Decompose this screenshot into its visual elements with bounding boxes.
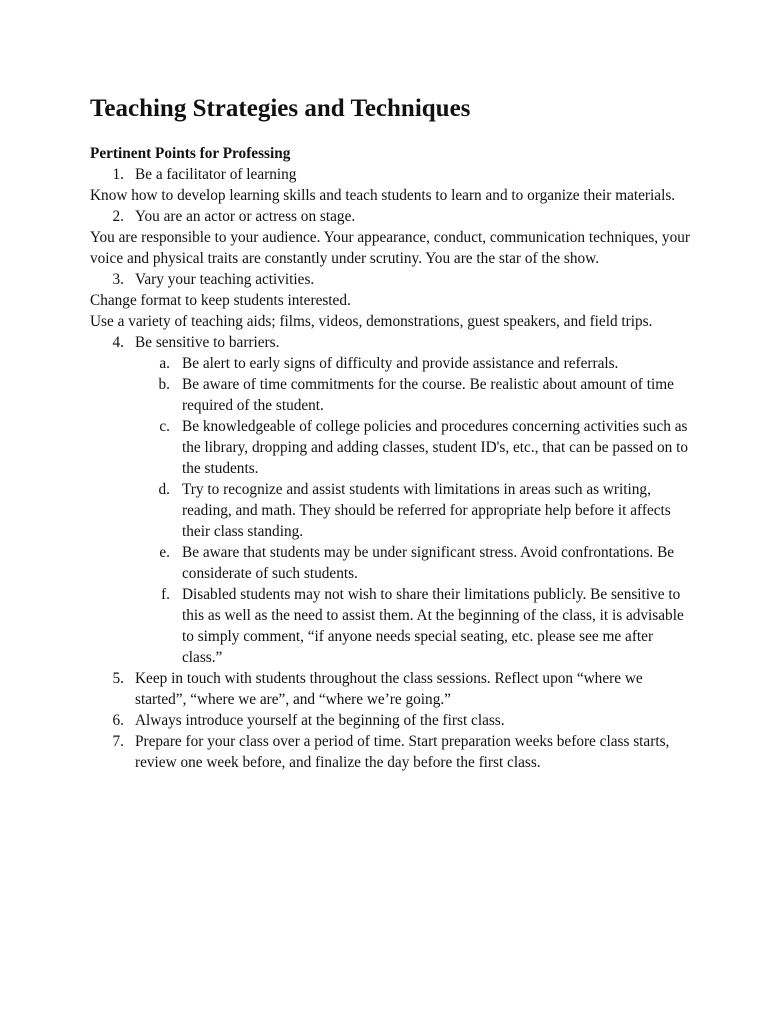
- sub-item-letter: b.: [158, 376, 170, 393]
- list-item-2: [90, 206, 690, 227]
- sub-item-letter: d.: [158, 481, 170, 498]
- paragraph: You are responsible to your audience. Your appearance, conduct, communication techniques, your voice and physical traits are constantly under scrutiny. You are the star of the show.: [90, 229, 690, 267]
- page-title: Teaching Strategies and Techniques: [90, 95, 471, 122]
- section-heading: Pertinent Points for Professing: [90, 145, 291, 162]
- list-item-label: Be sensitive to barriers.: [135, 334, 280, 351]
- list-number: 4.: [112, 334, 124, 351]
- sub-item-d: [90, 479, 690, 542]
- paragraph: Change format to keep students interested.: [90, 292, 351, 309]
- list-number: 7.: [112, 733, 124, 750]
- sub-item-text: Disabled students may not wish to share their limitations publicly. Be sensitive to this as well as the need to assist them. At the beginning of the class, it is advisable to simply comment, “if anyone needs special seating, etc. please see me after class.”: [182, 586, 684, 666]
- paragraph: Know how to develop learning skills and teach students to learn and to organize their materials.: [90, 187, 676, 204]
- list-item-label: Vary your teaching activities.: [135, 271, 315, 288]
- list-item-1: [90, 164, 690, 185]
- list-item-6: [90, 710, 690, 731]
- sub-item-f: [90, 584, 690, 668]
- list-item-label: Always introduce yourself at the beginning of the first class.: [135, 712, 505, 729]
- list-item-4: [90, 332, 690, 353]
- sub-item-text: Be aware of time commitments for the course. Be realistic about amount of time required of the student.: [182, 376, 674, 414]
- paragraph: Use a variety of teaching aids; films, videos, demonstrations, guest speakers, and field trips.: [90, 313, 653, 330]
- document-page: [90, 92, 690, 773]
- list-item-label: Keep in touch with students throughout the class sessions. Reflect upon “where we started”, “where we are”, and “where we’re going.”: [135, 670, 643, 708]
- sub-item-c: [90, 416, 690, 479]
- sub-item-text: Try to recognize and assist students with limitations in areas such as writing, reading, and math. They should be referred for appropriate help before it affects their class standing.: [182, 481, 671, 540]
- list-item-5: [90, 668, 690, 710]
- list-item-label: Prepare for your class over a period of time. Start preparation weeks before class starts, review one week before, and finalize the day before the first class.: [135, 733, 670, 771]
- list-number: 6.: [112, 712, 124, 729]
- sub-item-text: Be knowledgeable of college policies and procedures concerning activities such as the library, dropping and adding classes, student ID's, etc., that can be passed on to the students.: [182, 418, 689, 477]
- list-item-label: You are an actor or actress on stage.: [135, 208, 356, 225]
- sub-item-letter: a.: [159, 355, 170, 372]
- list-number: 2.: [112, 208, 124, 225]
- list-item-3: [90, 269, 690, 290]
- sub-item-e: [90, 542, 690, 584]
- sub-item-letter: f.: [161, 586, 170, 603]
- list-number: 1.: [112, 166, 124, 183]
- sub-item-text: Be alert to early signs of difficulty and provide assistance and referrals.: [182, 355, 619, 372]
- sub-item-b: [90, 374, 690, 416]
- sub-item-letter: c.: [159, 418, 170, 435]
- sub-item-text: Be aware that students may be under significant stress. Avoid confrontations. Be considerate of such students.: [182, 544, 675, 582]
- list-number: 3.: [112, 271, 124, 288]
- list-item-7: [90, 731, 690, 773]
- sub-item-letter: e.: [159, 544, 170, 561]
- list-item-label: Be a facilitator of learning: [135, 166, 297, 183]
- sub-item-a: [90, 353, 690, 374]
- list-number: 5.: [112, 670, 124, 687]
